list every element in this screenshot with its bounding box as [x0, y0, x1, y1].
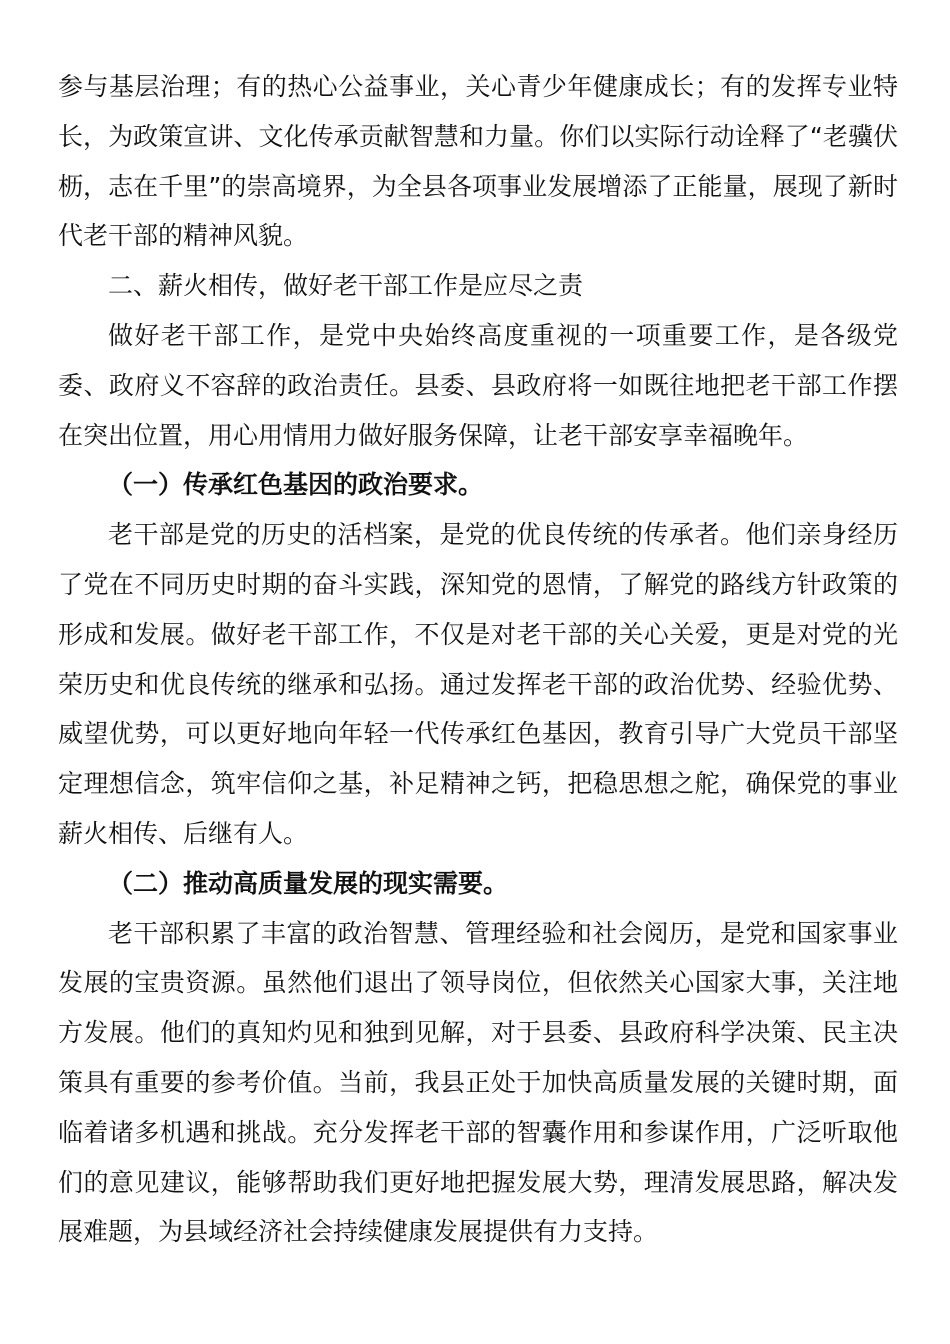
subsection-heading: （一）传承红色基因的政治要求。 — [108, 470, 484, 500]
paragraph-continuation: 参与基层治理；有的热心公益事业，关心青少年健康成长；有的发挥专业特长，为政策宣讲、文化传承贡献智慧和力量。你们以实际行动诠释了“老骥伏枥，志在千里”的崇高境界，为全县各项事业发展增添了正能量，展现了新时代老干部的精神风貌。 — [58, 72, 898, 251]
paragraph: 老干部是党的历史的活档案，是党的优良传统的传承者。他们亲身经历了党在不同历史时期的奋斗实践，深知党的恩情，了解党的路线方针政策的形成和发展。做好老干部工作，不仅是对老干部的关心关爱，更是对党的光荣历史和优良传统的继承和弘扬。通过发挥老干部的政治优势、经验优势、威望优势，可以更好地向年轻一代传承红色基因，教育引导广大党员干部坚定理想信念，筑牢信仰之基，补足精神之钙，把稳思想之舵，确保党的事业薪火相传、后继有人。 — [58, 520, 898, 848]
document-body — [58, 62, 898, 1257]
paragraph: 老干部积累了丰富的政治智慧、管理经验和社会阅历，是党和国家事业发展的宝贵资源。虽然他们退出了领导岗位，但依然关心国家大事，关注地方发展。他们的真知灼见和独到见解，对于县委、县政府科学决策、民主决策具有重要的参考价值。当前，我县正处于加快高质量发展的关键时期，面临着诸多机遇和挑战。充分发挥老干部的智囊作用和参谋作用，广泛听取他们的意见建议，能够帮助我们更好地把握发展大势，理清发展思路，解决发展难题，为县域经济社会持续健康发展提供有力支持。 — [58, 918, 898, 1247]
subsection-heading: （二）推动高质量发展的现实需要。 — [108, 868, 509, 898]
paragraph: 做好老干部工作，是党中央始终高度重视的一项重要工作，是各级党委、政府义不容辞的政治责任。县委、县政府将一如既往地把老干部工作摆在突出位置，用心用情用力做好服务保障，让老干部安享幸福晚年。 — [58, 320, 898, 450]
section-heading: 二、薪火相传，做好老干部工作是应尽之责 — [108, 271, 584, 301]
